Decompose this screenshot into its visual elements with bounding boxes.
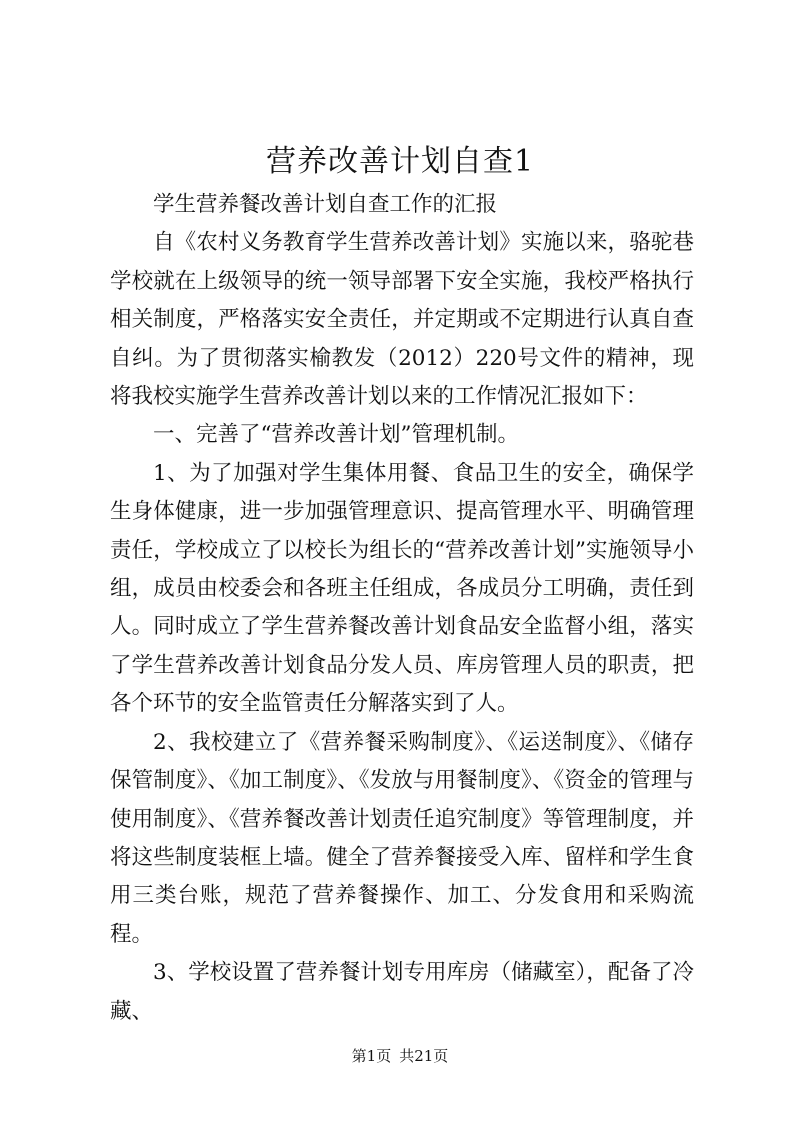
paragraph-subtitle: 学生营养餐改善计划自查工作的汇报 (153, 192, 498, 217)
paragraph-item-1: 1、为了加强对学生集体用餐、食品卫生的安全，确保学生身体健康，进一步加强管理意识、提高管理水平、明确管理责任，学校成立了以校长为组长的“营养改善计划”实施领导小组，成员由校委会和各班主任组成，各成员分工明确，责任到人。同时成立了学生营养餐改善计划食品安全监督小组，落实了学生营养改善计划食品分发人员、库房管理人员的职责，把各个环节的安全监管责任分解落实到了人。 (110, 460, 694, 717)
document-title: 营养改善计划自查1 (265, 144, 535, 179)
page-total: 共21页 (399, 1047, 449, 1065)
paragraph-section-heading: 一、完善了“营养改善计划”管理机制。 (153, 422, 519, 448)
paragraph-item-3: 3、学校设置了营养餐计划专用库房（储藏室），配备了冷藏、 (110, 960, 694, 1024)
page-number: 第1页 (351, 1047, 392, 1065)
paragraph-item-2: 2、我校建立了《营养餐采购制度》、《运送制度》、《储存保管制度》、《加工制度》、《发放与用餐制度》、《资金的管理与使用制度》、《营养餐改善计划责任追究制度》等管理制度，并将这些制度装框上墙。健全了营养餐接受入库、留样和学生食用三类台账，规范了营养餐操作、加工、分发食用和采购流程。 (110, 729, 694, 947)
page-footer (0, 1046, 800, 1066)
paragraph-intro: 自《农村义务教育学生营养改善计划》实施以来，骆驼巷学校就在上级领导的统一领导部署下安全实施，我校严格执行相关制度，严格落实安全责任，并定期或不定期进行认真自查自纠。为了贯彻落实榆教发（2012）220号文件的精神，现将我校实施学生营养改善计划以来的工作情况汇报如下： (110, 230, 694, 410)
document-body (110, 186, 694, 1031)
